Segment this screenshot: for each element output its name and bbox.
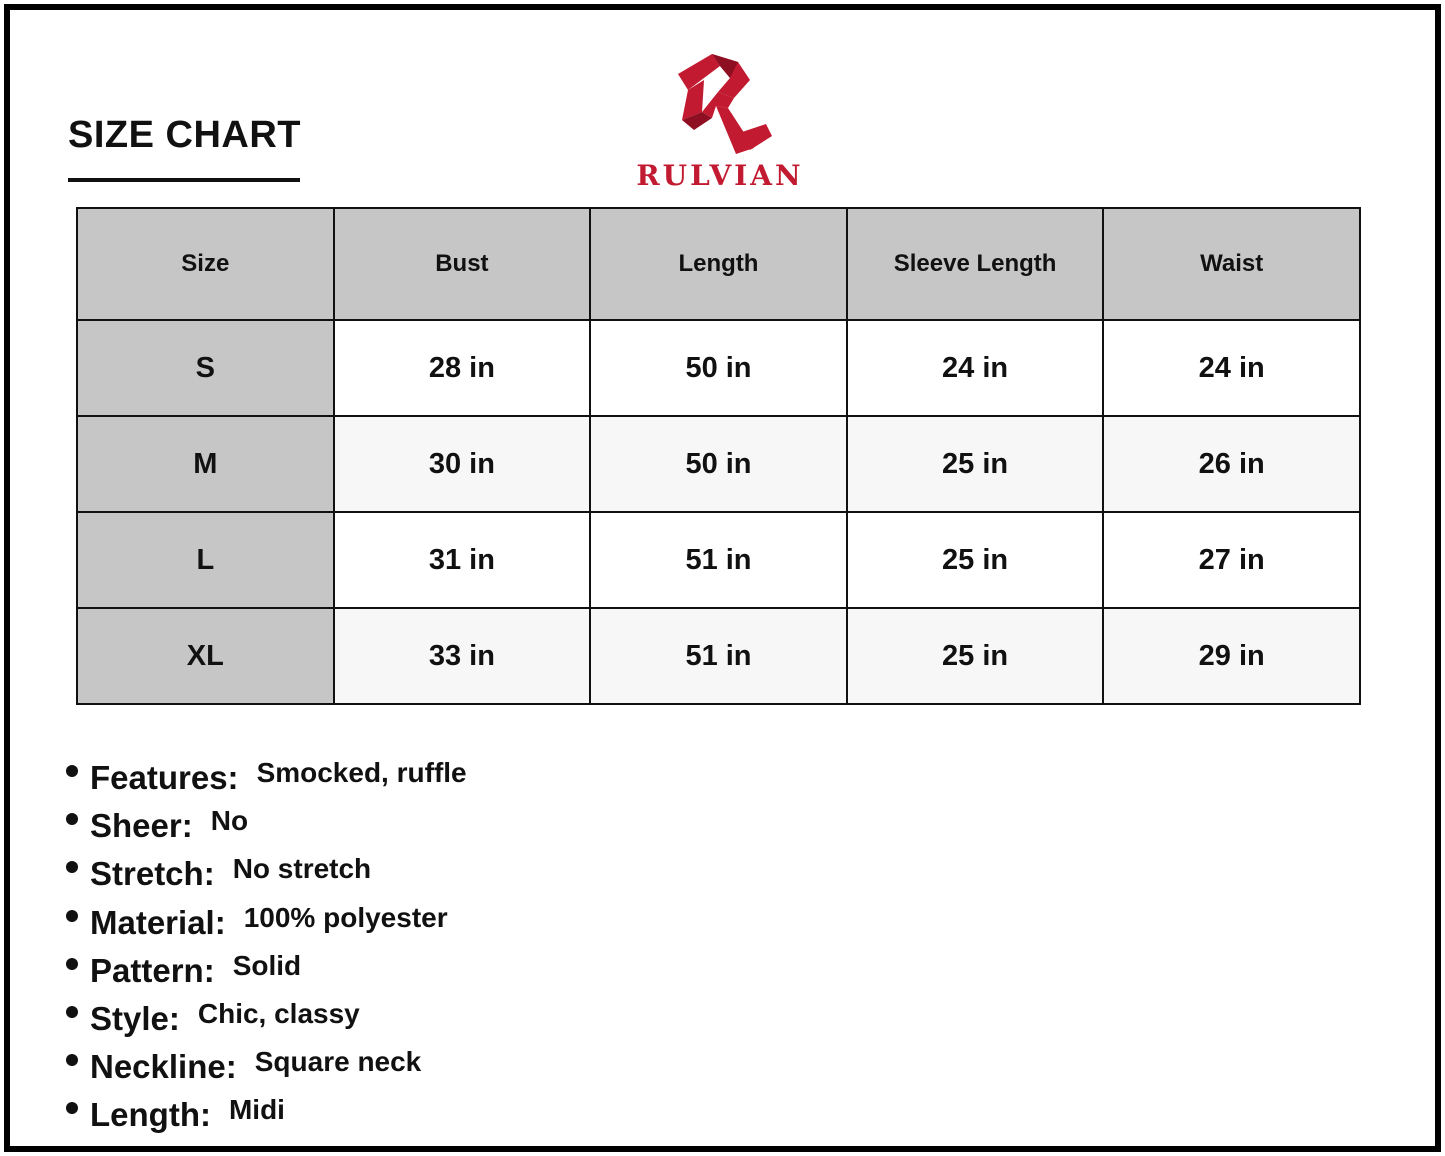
- title-underline: [68, 178, 300, 182]
- list-item: [66, 750, 467, 798]
- feature-value: Chic, classy: [197, 998, 360, 1030]
- length-cell: 51 in: [590, 608, 847, 704]
- list-item: [66, 798, 467, 846]
- table-row: [77, 608, 1360, 704]
- feature-label: Material:: [90, 903, 226, 941]
- feature-value: No stretch: [232, 853, 372, 885]
- bullet-icon: [66, 1102, 78, 1114]
- feature-value: No: [210, 805, 249, 837]
- bust-cell: 33 in: [334, 608, 591, 704]
- size-cell: S: [77, 320, 334, 416]
- bullet-icon: [66, 958, 78, 970]
- column-header-bust: Bust: [334, 208, 591, 320]
- column-header-waist: Waist: [1103, 208, 1360, 320]
- size-cell: XL: [77, 608, 334, 704]
- feature-label: Neckline:: [90, 1048, 237, 1086]
- size-table: [76, 207, 1361, 705]
- bullet-icon: [66, 910, 78, 922]
- bust-cell: 28 in: [334, 320, 591, 416]
- feature-label: Stretch:: [90, 855, 215, 893]
- bullet-icon: [66, 765, 78, 777]
- table-header-row: [77, 208, 1360, 320]
- feature-value: Solid: [232, 949, 302, 981]
- brand-name: RULVIAN: [636, 159, 804, 192]
- table-row: [77, 512, 1360, 608]
- waist-cell: 24 in: [1103, 320, 1360, 416]
- list-item: [66, 1087, 467, 1135]
- column-header-length: Length: [590, 208, 847, 320]
- feature-value: Midi: [228, 1094, 285, 1126]
- bullet-icon: [66, 813, 78, 825]
- waist-cell: 27 in: [1103, 512, 1360, 608]
- list-item: [66, 991, 467, 1039]
- sleeve-length-cell: 25 in: [847, 416, 1104, 512]
- bust-cell: 31 in: [334, 512, 591, 608]
- sleeve-length-cell: 24 in: [847, 320, 1104, 416]
- bullet-icon: [66, 1054, 78, 1066]
- length-cell: 51 in: [590, 512, 847, 608]
- list-item: [66, 1039, 467, 1087]
- feature-label: Style:: [90, 1000, 180, 1038]
- feature-label: Sheer:: [90, 807, 193, 845]
- brand-logo: [620, 44, 820, 194]
- brand-logo-icon: [672, 44, 772, 154]
- bullet-icon: [66, 861, 78, 873]
- feature-label: Length:: [90, 1096, 211, 1134]
- feature-list: [66, 750, 467, 1136]
- sleeve-length-cell: 25 in: [847, 608, 1104, 704]
- column-header-sleeve-length: Sleeve Length: [847, 208, 1104, 320]
- table-row: [77, 416, 1360, 512]
- column-header-size: Size: [77, 208, 334, 320]
- list-item: [66, 895, 467, 943]
- size-cell: M: [77, 416, 334, 512]
- table-row: [77, 320, 1360, 416]
- length-cell: 50 in: [590, 320, 847, 416]
- list-item: [66, 846, 467, 894]
- bust-cell: 30 in: [334, 416, 591, 512]
- feature-value: Smocked, ruffle: [256, 757, 467, 789]
- feature-label: Features:: [90, 759, 239, 797]
- length-cell: 50 in: [590, 416, 847, 512]
- sleeve-length-cell: 25 in: [847, 512, 1104, 608]
- feature-label: Pattern:: [90, 951, 215, 989]
- feature-value: Square neck: [254, 1046, 422, 1078]
- waist-cell: 29 in: [1103, 608, 1360, 704]
- waist-cell: 26 in: [1103, 416, 1360, 512]
- list-item: [66, 943, 467, 991]
- page-title: SIZE CHART: [68, 114, 301, 156]
- feature-value: 100% polyester: [243, 901, 448, 933]
- bullet-icon: [66, 1006, 78, 1018]
- size-cell: L: [77, 512, 334, 608]
